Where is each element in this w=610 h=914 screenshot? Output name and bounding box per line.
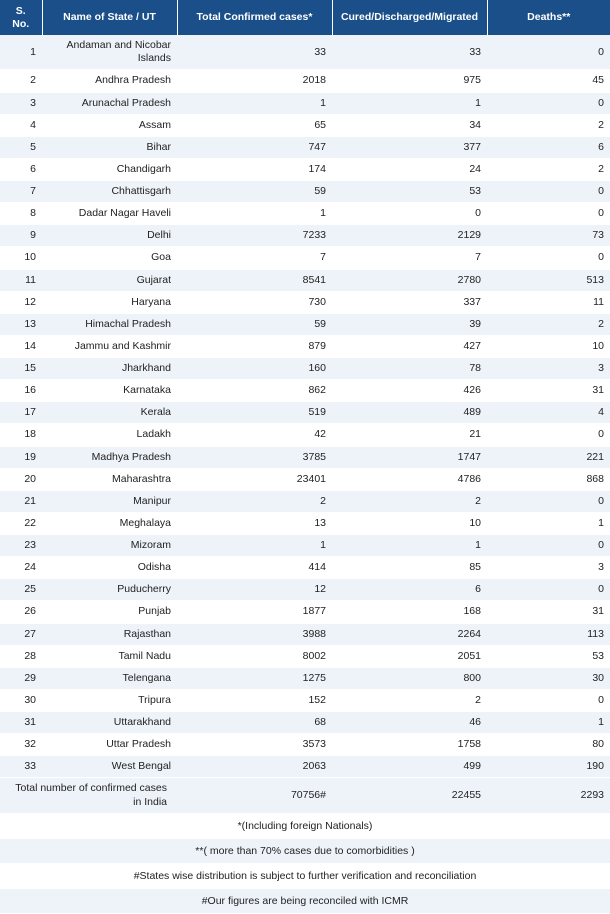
cell-state: Uttarakhand — [42, 712, 177, 734]
cell-confirmed: 7233 — [177, 225, 332, 247]
table-row — [0, 402, 610, 424]
cell-confirmed: 2018 — [177, 70, 332, 92]
table-row — [0, 490, 610, 512]
cell-cured: 33 — [332, 35, 487, 70]
cell-confirmed: 1275 — [177, 667, 332, 689]
cell-deaths: 4 — [487, 402, 610, 424]
cell-cured: 10 — [332, 512, 487, 534]
cell-state: West Bengal — [42, 756, 177, 778]
cell-cured: 24 — [332, 158, 487, 180]
cell-deaths: 0 — [487, 689, 610, 711]
cell-confirmed: 174 — [177, 158, 332, 180]
table-row — [0, 557, 610, 579]
cell-state: Tamil Nadu — [42, 645, 177, 667]
cell-state: Mizoram — [42, 535, 177, 557]
cell-state: Delhi — [42, 225, 177, 247]
table-row — [0, 158, 610, 180]
cell-deaths: 0 — [487, 181, 610, 203]
footnotes — [0, 814, 610, 914]
table-row — [0, 291, 610, 313]
cell-state: Arunachal Pradesh — [42, 92, 177, 114]
cell-deaths: 10 — [487, 335, 610, 357]
cell-cured: 2 — [332, 490, 487, 512]
cell-deaths: 45 — [487, 70, 610, 92]
cell-deaths: 868 — [487, 468, 610, 490]
footnote-1: *(Including foreign Nationals) — [0, 814, 610, 839]
cell-cured: 1 — [332, 535, 487, 557]
cell-deaths: 0 — [487, 247, 610, 269]
table-row — [0, 136, 610, 158]
cell-deaths: 221 — [487, 446, 610, 468]
cell-confirmed: 152 — [177, 689, 332, 711]
cell-confirmed: 160 — [177, 358, 332, 380]
cell-sno: 25 — [0, 579, 42, 601]
cell-sno: 7 — [0, 181, 42, 203]
cell-deaths: 31 — [487, 380, 610, 402]
cell-confirmed: 33 — [177, 35, 332, 70]
cell-cured: 0 — [332, 203, 487, 225]
cell-state: Ladakh — [42, 424, 177, 446]
cell-sno: 4 — [0, 114, 42, 136]
cell-confirmed: 8002 — [177, 645, 332, 667]
total-deaths: 2293 — [487, 778, 610, 813]
cell-confirmed: 23401 — [177, 468, 332, 490]
cell-state: Gujarat — [42, 269, 177, 291]
cell-sno: 31 — [0, 712, 42, 734]
cell-sno: 5 — [0, 136, 42, 158]
cell-sno: 33 — [0, 756, 42, 778]
cell-sno: 30 — [0, 689, 42, 711]
cell-deaths: 3 — [487, 358, 610, 380]
table-row — [0, 114, 610, 136]
cell-cured: 4786 — [332, 468, 487, 490]
cell-cured: 2264 — [332, 623, 487, 645]
cell-confirmed: 2 — [177, 490, 332, 512]
table-row — [0, 269, 610, 291]
cell-state: Bihar — [42, 136, 177, 158]
cell-confirmed: 65 — [177, 114, 332, 136]
table-row — [0, 712, 610, 734]
table-row — [0, 92, 610, 114]
cell-sno: 12 — [0, 291, 42, 313]
cell-confirmed: 59 — [177, 313, 332, 335]
cell-cured: 426 — [332, 380, 487, 402]
cell-confirmed: 747 — [177, 136, 332, 158]
footnote-3: #States wise distribution is subject to further verification and reconciliation — [0, 864, 610, 889]
cell-cured: 6 — [332, 579, 487, 601]
cell-cured: 53 — [332, 181, 487, 203]
cell-confirmed: 862 — [177, 380, 332, 402]
table-row — [0, 468, 610, 490]
table-row — [0, 512, 610, 534]
cell-sno: 16 — [0, 380, 42, 402]
cell-deaths: 2 — [487, 158, 610, 180]
cell-confirmed: 1 — [177, 535, 332, 557]
cell-sno: 14 — [0, 335, 42, 357]
cell-confirmed: 3988 — [177, 623, 332, 645]
cell-cured: 46 — [332, 712, 487, 734]
table-row — [0, 756, 610, 778]
cell-state: Jammu and Kashmir — [42, 335, 177, 357]
cell-sno: 21 — [0, 490, 42, 512]
cell-state: Haryana — [42, 291, 177, 313]
cell-deaths: 1 — [487, 512, 610, 534]
cell-confirmed: 730 — [177, 291, 332, 313]
cell-state: Madhya Pradesh — [42, 446, 177, 468]
cell-cured: 78 — [332, 358, 487, 380]
cell-confirmed: 519 — [177, 402, 332, 424]
cell-deaths: 80 — [487, 734, 610, 756]
table-row — [0, 446, 610, 468]
cell-state: Maharashtra — [42, 468, 177, 490]
cell-sno: 24 — [0, 557, 42, 579]
cell-sno: 13 — [0, 313, 42, 335]
column-header-deaths: Deaths** — [487, 0, 610, 35]
cell-confirmed: 13 — [177, 512, 332, 534]
cell-state: Manipur — [42, 490, 177, 512]
cell-deaths: 0 — [487, 535, 610, 557]
cell-confirmed: 3573 — [177, 734, 332, 756]
cell-confirmed: 1 — [177, 203, 332, 225]
cell-deaths: 53 — [487, 645, 610, 667]
table-row — [0, 313, 610, 335]
cell-deaths: 73 — [487, 225, 610, 247]
cell-sno: 22 — [0, 512, 42, 534]
total-label: Total number of confirmed cases in India — [0, 778, 177, 813]
total-cured: 22455 — [332, 778, 487, 813]
column-header-confirmed: Total Confirmed cases* — [177, 0, 332, 35]
table-body — [0, 35, 610, 813]
cell-state: Rajasthan — [42, 623, 177, 645]
cell-state: Kerala — [42, 402, 177, 424]
cell-state: Tripura — [42, 689, 177, 711]
cell-confirmed: 1 — [177, 92, 332, 114]
cell-deaths: 113 — [487, 623, 610, 645]
cell-cured: 489 — [332, 402, 487, 424]
cell-deaths: 2 — [487, 114, 610, 136]
cell-cured: 2129 — [332, 225, 487, 247]
table-row — [0, 225, 610, 247]
table-row — [0, 380, 610, 402]
column-header-cured: Cured/Discharged/Migrated — [332, 0, 487, 35]
cell-cured: 21 — [332, 424, 487, 446]
cell-confirmed: 414 — [177, 557, 332, 579]
table-row — [0, 424, 610, 446]
cell-confirmed: 2063 — [177, 756, 332, 778]
table-row — [0, 181, 610, 203]
cell-deaths: 30 — [487, 667, 610, 689]
cell-state: Chhattisgarh — [42, 181, 177, 203]
cell-state: Puducherry — [42, 579, 177, 601]
cell-deaths: 1 — [487, 712, 610, 734]
table-row — [0, 247, 610, 269]
cell-confirmed: 68 — [177, 712, 332, 734]
cell-state: Jharkhand — [42, 358, 177, 380]
column-header-state: Name of State / UT — [42, 0, 177, 35]
table-row — [0, 689, 610, 711]
cell-confirmed: 42 — [177, 424, 332, 446]
cell-sno: 17 — [0, 402, 42, 424]
footnote-4: #Our figures are being reconciled with ICMR — [0, 889, 610, 914]
cell-sno: 2 — [0, 70, 42, 92]
cell-confirmed: 12 — [177, 579, 332, 601]
cell-confirmed: 8541 — [177, 269, 332, 291]
cell-deaths: 0 — [487, 92, 610, 114]
cell-cured: 337 — [332, 291, 487, 313]
cell-cured: 85 — [332, 557, 487, 579]
cell-state: Andhra Pradesh — [42, 70, 177, 92]
cell-sno: 20 — [0, 468, 42, 490]
cell-deaths: 0 — [487, 490, 610, 512]
cell-sno: 11 — [0, 269, 42, 291]
table-row — [0, 70, 610, 92]
table-header — [0, 0, 610, 35]
cell-state: Himachal Pradesh — [42, 313, 177, 335]
footnote-2: **( more than 70% cases due to comorbidities ) — [0, 839, 610, 864]
cell-sno: 1 — [0, 35, 42, 70]
total-confirmed: 70756# — [177, 778, 332, 813]
table-header-row — [0, 0, 610, 35]
cell-sno: 28 — [0, 645, 42, 667]
cell-deaths: 0 — [487, 579, 610, 601]
cell-deaths: 6 — [487, 136, 610, 158]
cell-cured: 2 — [332, 689, 487, 711]
cell-state: Goa — [42, 247, 177, 269]
cell-sno: 3 — [0, 92, 42, 114]
table-row — [0, 535, 610, 557]
cell-sno: 18 — [0, 424, 42, 446]
cell-cured: 2051 — [332, 645, 487, 667]
table-row — [0, 645, 610, 667]
cell-deaths: 513 — [487, 269, 610, 291]
cell-state: Dadar Nagar Haveli — [42, 203, 177, 225]
table-row — [0, 203, 610, 225]
cell-cured: 168 — [332, 601, 487, 623]
cell-deaths: 2 — [487, 313, 610, 335]
table-row — [0, 335, 610, 357]
cell-cured: 7 — [332, 247, 487, 269]
cell-sno: 6 — [0, 158, 42, 180]
cell-cured: 1747 — [332, 446, 487, 468]
table-row — [0, 579, 610, 601]
cell-sno: 23 — [0, 535, 42, 557]
cell-state: Meghalaya — [42, 512, 177, 534]
column-header-sno: S. No. — [0, 0, 42, 35]
cell-sno: 19 — [0, 446, 42, 468]
table-row — [0, 667, 610, 689]
cell-confirmed: 59 — [177, 181, 332, 203]
cell-state: Andaman and Nicobar Islands — [42, 35, 177, 70]
cell-state: Telengana — [42, 667, 177, 689]
cell-sno: 8 — [0, 203, 42, 225]
cell-deaths: 190 — [487, 756, 610, 778]
cell-sno: 29 — [0, 667, 42, 689]
cell-state: Chandigarh — [42, 158, 177, 180]
cell-sno: 27 — [0, 623, 42, 645]
cell-state: Odisha — [42, 557, 177, 579]
table-row — [0, 601, 610, 623]
cell-cured: 800 — [332, 667, 487, 689]
cell-state: Punjab — [42, 601, 177, 623]
cell-deaths: 0 — [487, 424, 610, 446]
cell-sno: 32 — [0, 734, 42, 756]
cell-sno: 15 — [0, 358, 42, 380]
table-total-row — [0, 778, 610, 813]
cell-sno: 9 — [0, 225, 42, 247]
cell-deaths: 0 — [487, 35, 610, 70]
cell-cured: 34 — [332, 114, 487, 136]
cell-confirmed: 879 — [177, 335, 332, 357]
cell-deaths: 3 — [487, 557, 610, 579]
cell-cured: 2780 — [332, 269, 487, 291]
cell-sno: 26 — [0, 601, 42, 623]
cell-state: Uttar Pradesh — [42, 734, 177, 756]
cell-confirmed: 7 — [177, 247, 332, 269]
cell-cured: 975 — [332, 70, 487, 92]
cell-cured: 39 — [332, 313, 487, 335]
cell-state: Karnataka — [42, 380, 177, 402]
table-row — [0, 734, 610, 756]
cell-deaths: 31 — [487, 601, 610, 623]
cell-cured: 499 — [332, 756, 487, 778]
cell-state: Assam — [42, 114, 177, 136]
table-row — [0, 35, 610, 70]
cell-confirmed: 3785 — [177, 446, 332, 468]
cell-deaths: 0 — [487, 203, 610, 225]
table-row — [0, 358, 610, 380]
cell-deaths: 11 — [487, 291, 610, 313]
cell-confirmed: 1877 — [177, 601, 332, 623]
cell-cured: 427 — [332, 335, 487, 357]
cell-sno: 10 — [0, 247, 42, 269]
cell-cured: 377 — [332, 136, 487, 158]
table-row — [0, 623, 610, 645]
cell-cured: 1758 — [332, 734, 487, 756]
cell-cured: 1 — [332, 92, 487, 114]
